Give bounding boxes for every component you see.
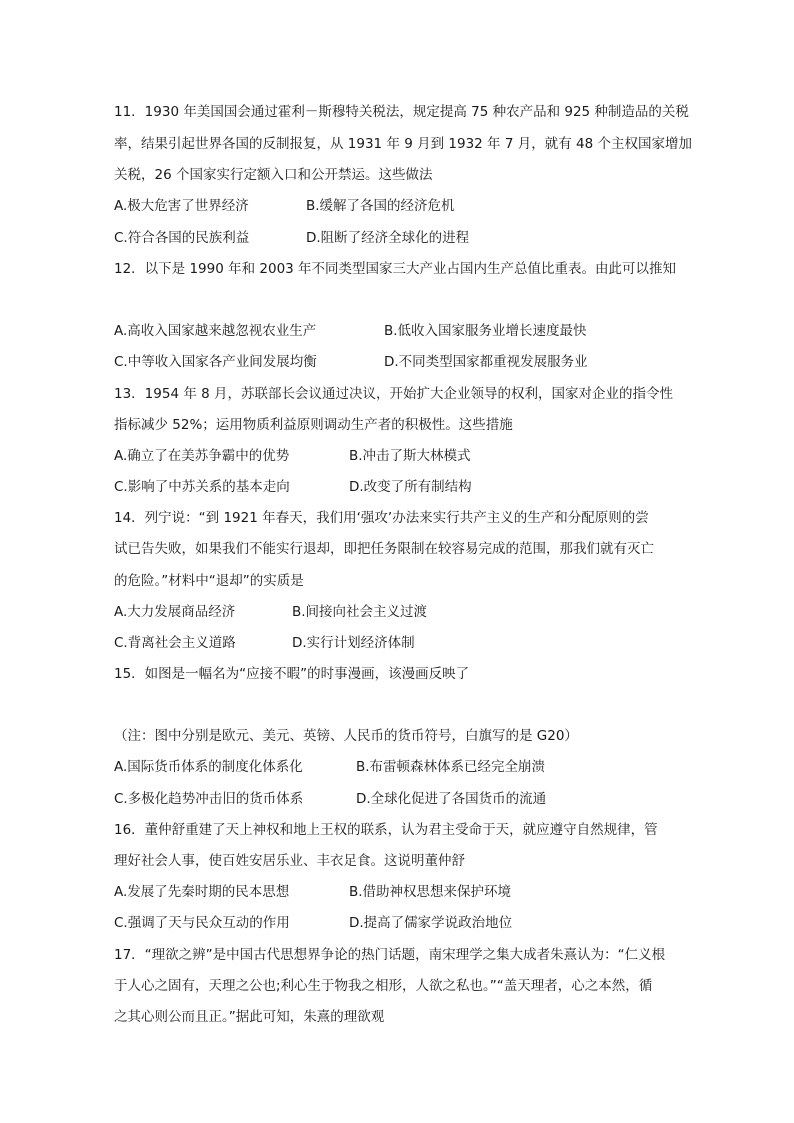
q14-option-a[interactable]: A.大力发展商品经济 (114, 604, 236, 620)
q14-option-c[interactable]: C.背离社会主义道路 (114, 635, 236, 651)
q16-option-b[interactable]: B.借助神权思想来保护环境 (349, 884, 512, 900)
q14-option-d[interactable]: D.实行计划经济体制 (292, 635, 415, 651)
q15-stem-line-1: 15．如图是一幅名为“应接不暇”的时事漫画，该漫画反映了 (114, 666, 470, 682)
q16-option-d[interactable]: D.提高了儒家学说政治地位 (349, 915, 513, 931)
q16-stem-line-2: 理好社会人事，使百姓安居乐业、丰衣足食。这说明董仲舒 (114, 853, 465, 869)
q16-option-a[interactable]: A.发展了先秦时期的民本思想 (114, 884, 290, 900)
q13-stem-line-2: 指标减少 52%；运用物质利益原则调动生产者的积极性。这些措施 (114, 417, 513, 433)
q15-option-a[interactable]: A.国际货币体系的制度化体系化 (114, 759, 303, 775)
q13-option-d[interactable]: D.改变了所有制结构 (349, 479, 472, 495)
q11-option-d[interactable]: D.阻断了经济全球化的进程 (306, 230, 470, 246)
q11-option-a[interactable]: A.极大危害了世界经济 (114, 198, 249, 214)
q12-option-a[interactable]: A.高收入国家越来越忽视农业生产 (114, 323, 317, 339)
q16-option-c[interactable]: C.强调了天与民众互动的作用 (114, 915, 290, 931)
q15-option-b[interactable]: B.布雷顿森林体系已经完全崩溃 (356, 759, 546, 775)
q11-stem-line-3: 关税，26 个国家实行定额入口和公开禁运。这些做法 (114, 167, 433, 183)
q11-option-c[interactable]: C.符合各国的民族利益 (114, 230, 250, 246)
q15-option-d[interactable]: D.全球化促进了各国货币的流通 (356, 791, 547, 807)
q11-stem-line-1: 11．1930 年美国国会通过霍利－斯穆特关税法，规定提高 75 种农产品和 925 种制造品的关税 (114, 104, 689, 120)
q12-option-b[interactable]: B.低收入国家服务业增长速度最快 (384, 323, 587, 339)
q14-stem-line-3: 的危险。”材料中“退却”的实质是 (114, 573, 304, 589)
q11-option-b[interactable]: B.缓解了各国的经济危机 (306, 198, 455, 214)
q12-stem-line-1: 12．以下是 1990 年和 2003 年不同类型国家三大产业占国内生产总值比重表。由此可以推知 (114, 261, 677, 277)
q14-stem-line-2: 试已告失败，如果我们不能实行退却，即把任务限制在较容易完成的范围，那我们就有灭亡 (114, 541, 654, 557)
q13-option-c[interactable]: C.影响了中苏关系的基本走向 (114, 479, 290, 495)
q15-option-c[interactable]: C.多极化趋势冲击旧的货币体系 (114, 791, 304, 807)
q12-option-c[interactable]: C.中等收入国家各产业间发展均衡 (114, 354, 317, 370)
q13-option-a[interactable]: A.确立了在美苏争霸中的优势 (114, 448, 290, 464)
q17-stem-line-2: 于人心之固有，天理之公也;利心生于物我之相形，人欲之私也。”“盖天理者，心之本然，循 (114, 978, 653, 994)
q14-stem-line-1: 14．列宁说：“到 1921 年春天，我们用‘强攻’办法来实行共产主义的生产和分配原则的尝 (114, 510, 649, 526)
q12-option-d[interactable]: D.不同类型国家都重视发展服务业 (384, 354, 588, 370)
q17-stem-line-3: 之其心则公而且正。”据此可知，朱熹的理欲观 (114, 1009, 385, 1025)
q11-stem-line-2: 率，结果引起世界各国的反制报复，从 1931 年 9 月到 1932 年 7 月，就有 48 个主权国家增加 (114, 136, 692, 152)
q16-stem-line-1: 16．董仲舒重建了天上神权和地上王权的联系，认为君主受命于天，就应遵守自然规律，管 (114, 822, 658, 838)
q17-stem-line-1: 17．“理欲之辨”是中国古代思想界争论的热门话题，南宋理学之集大成者朱熹认为：“仁义根 (114, 947, 666, 963)
q14-option-b[interactable]: B.间接向社会主义过渡 (292, 604, 428, 620)
q13-stem-line-1: 13．1954 年 8 月，苏联部长会议通过决议，开始扩大企业领导的权利，国家对企业的指令性 (114, 386, 673, 402)
q15-note: （注：图中分别是欧元、美元、英镑、人民币的货币符号，白旗写的是 G20） (114, 728, 578, 744)
q13-option-b[interactable]: B.冲击了斯大林模式 (349, 448, 471, 464)
